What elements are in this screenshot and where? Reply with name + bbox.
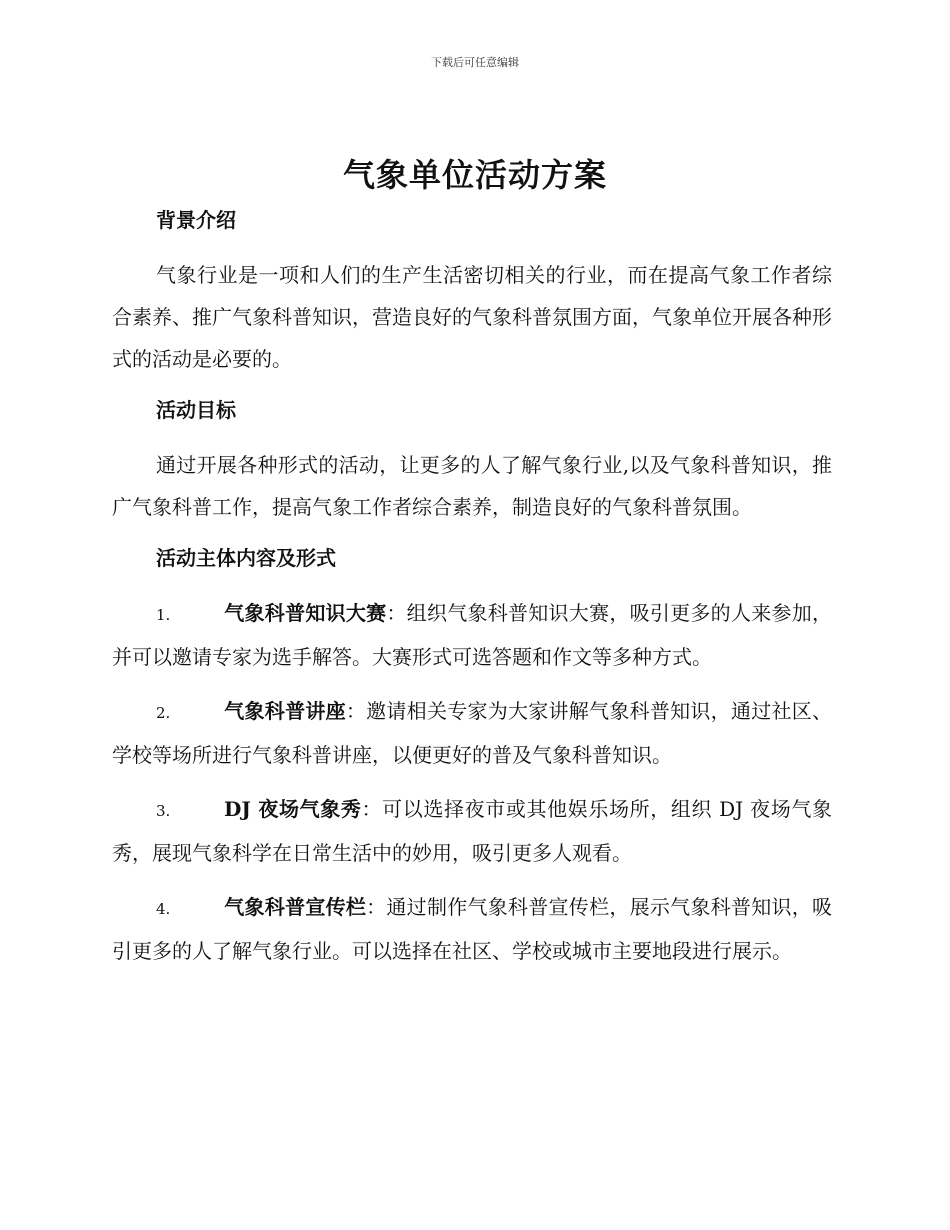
list-item-title: 气象科普知识大赛: [224, 601, 387, 625]
list-item-number: 4.: [156, 900, 171, 918]
document-body: [112, 200, 832, 972]
list-item-number: 3.: [156, 802, 171, 820]
list-item: [112, 788, 832, 874]
background-paragraph: 气象行业是一项和人们的生产生活密切相关的行业，而在提高气象工作者综合素养、推广气象科普知识，营造良好的气象科普氛围方面，气象单位开展各种形式的活动是必要的。: [112, 263, 832, 371]
list-item-number: 1.: [156, 606, 171, 624]
section-heading-goals: 活动目标: [156, 398, 236, 422]
section-heading-content: 活动主体内容及形式: [156, 546, 336, 570]
list-item-title: 气象科普宣传栏: [224, 895, 367, 919]
list-item: [112, 592, 832, 678]
section-heading-background: 背景介绍: [156, 208, 236, 232]
list-item-text: ：组织气象科普知识大赛，吸引更多的人来参加，并可以邀请专家为选手解答。大赛形式可选答题和作文等多种方式。: [112, 601, 833, 669]
goals-paragraph: 通过开展各种形式的活动，让更多的人了解气象行业,以及气象科普知识，推广气象科普工作，提高气象工作者综合素养，制造良好的气象科普氛围。: [112, 453, 832, 519]
list-item: [112, 886, 832, 972]
list-item-title: 气象科普讲座: [224, 699, 346, 723]
list-item-text: ：邀请相关专家为大家讲解气象科普知识，通过社区、学校等场所进行气象科普讲座，以便更好的普及气象科普知识。: [112, 699, 833, 767]
list-item-text: ：通过制作气象科普宣传栏，展示气象科普知识，吸引更多的人了解气象行业。可以选择在社区、学校或城市主要地段进行展示。: [112, 895, 833, 963]
document-title: 气象单位活动方案: [342, 156, 607, 194]
list-item-title: DJ 夜场气象秀: [224, 797, 362, 821]
list-item-number: 2.: [156, 704, 171, 722]
list-item-text: ：可以选择夜市或其他娱乐场所，组织 DJ 夜场气象秀，展现气象科学在日常生活中的妙用，吸引更多人观看。: [112, 797, 832, 865]
list-item: [112, 690, 832, 776]
page-header-note: 下载后可任意编辑: [431, 56, 519, 69]
